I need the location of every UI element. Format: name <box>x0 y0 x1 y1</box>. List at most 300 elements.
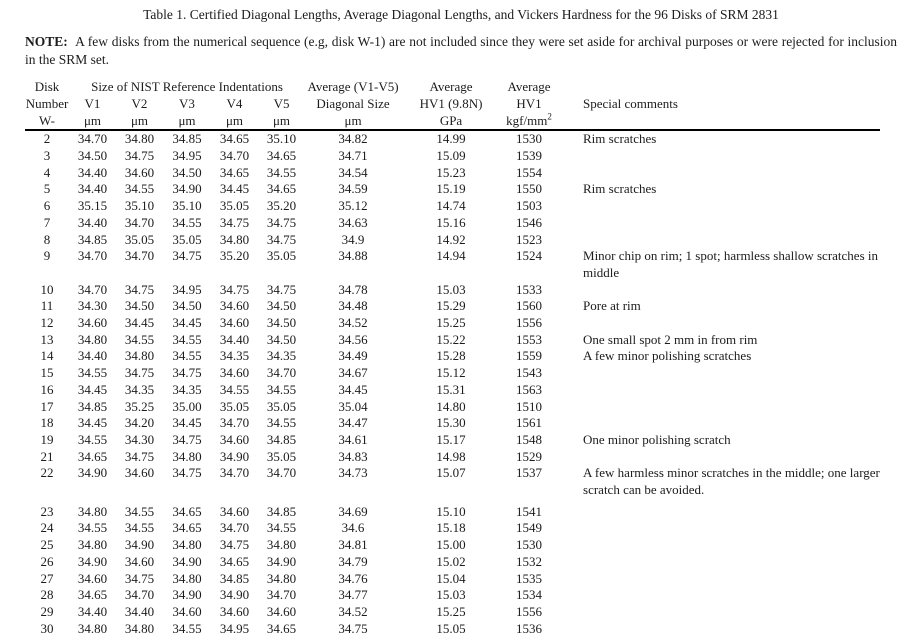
table-row <box>25 130 880 148</box>
disk-number-cell: 28 <box>40 587 54 603</box>
header-avg-gpa-l1: Average <box>429 79 473 95</box>
v2-cell: 34.55 <box>124 503 155 519</box>
average-diagonal-cell: 34.69 <box>338 503 368 519</box>
v2-cell: 34.75 <box>124 281 155 297</box>
table-row <box>25 465 880 498</box>
v2-cell: 34.75 <box>124 148 155 163</box>
special-comment-cell <box>557 449 880 466</box>
header-row-2 <box>25 96 880 113</box>
header-v5: V5 <box>273 95 290 111</box>
v1-cell: 35.15 <box>77 198 108 214</box>
v4-cell: 34.75 <box>219 281 250 297</box>
v2-cell: 34.40 <box>124 603 155 619</box>
header-disk-l1: Disk <box>34 79 60 95</box>
hv1-kgf-cell: 1534 <box>516 587 543 603</box>
hv1-gpa-cell: 15.28 <box>436 348 466 364</box>
disk-number-cell: 22 <box>40 465 54 481</box>
hv1-gpa-cell: 15.19 <box>436 181 466 197</box>
v2-cell: 34.80 <box>124 131 155 147</box>
v3-cell: 34.60 <box>172 603 202 619</box>
disk-number-cell: 12 <box>40 315 54 331</box>
v3-cell: 34.55 <box>172 620 202 636</box>
v3-cell: 34.75 <box>172 431 202 447</box>
average-diagonal-cell: 34.61 <box>338 431 368 447</box>
v2-cell: 34.55 <box>124 331 155 347</box>
v2-cell: 34.90 <box>124 537 155 553</box>
hv1-kgf-cell: 1561 <box>516 415 543 431</box>
average-diagonal-cell: 34.73 <box>338 465 368 481</box>
header-v2: V2 <box>131 95 148 111</box>
header-avg-gpa-unit: GPa <box>401 113 501 131</box>
hv1-kgf-cell: 1556 <box>516 603 543 619</box>
v1-cell: 34.80 <box>77 331 108 347</box>
special-comment-cell <box>557 571 880 588</box>
v4-cell: 34.90 <box>219 587 250 603</box>
disk-data-table <box>25 79 880 637</box>
hv1-kgf-cell: 1530 <box>516 537 543 553</box>
hv1-gpa-cell: 15.23 <box>436 164 466 180</box>
disk-number-cell: 18 <box>40 415 54 431</box>
special-comment-cell <box>557 165 880 182</box>
page-title: Table 1. Certified Diagonal Lengths, Average Diagonal Lengths, and Vickers Hardness for the 96 Disks of SRM 2831 <box>143 7 779 22</box>
v5-cell: 34.75 <box>266 281 297 297</box>
v5-cell: 34.70 <box>266 587 297 603</box>
v3-cell: 34.85 <box>172 131 202 147</box>
table-header <box>25 79 880 130</box>
v5-cell: 34.35 <box>266 348 297 364</box>
hv1-kgf-cell: 1539 <box>516 148 543 163</box>
v4-cell: 34.60 <box>219 298 250 314</box>
v4-cell: 34.75 <box>219 537 250 553</box>
v5-cell: 35.05 <box>266 248 297 264</box>
v3-cell: 34.35 <box>172 381 202 397</box>
v1-cell: 34.40 <box>77 603 108 619</box>
header-v5-unit: μm <box>258 113 305 131</box>
header-comments-l3 <box>557 113 880 131</box>
v3-cell: 34.75 <box>172 465 202 481</box>
header-disk-l2: Number <box>25 95 69 111</box>
v1-cell: 34.65 <box>77 587 108 603</box>
hv1-kgf-cell: 1530 <box>516 131 543 147</box>
hv1-kgf-cell: 1524 <box>516 248 543 264</box>
table-row <box>25 198 880 215</box>
v1-cell: 34.80 <box>77 537 108 553</box>
table-row <box>25 415 880 432</box>
v5-cell: 34.85 <box>266 431 297 447</box>
v5-cell: 34.65 <box>266 620 297 636</box>
v4-cell: 34.70 <box>219 415 250 431</box>
table-row <box>25 215 880 232</box>
average-diagonal-cell: 34.79 <box>338 553 368 569</box>
disk-number-cell: 21 <box>40 448 54 464</box>
table-row <box>25 382 880 399</box>
table-row <box>25 449 880 466</box>
v1-cell: 34.70 <box>77 281 108 297</box>
header-v3: V3 <box>179 95 195 111</box>
table-row <box>25 165 880 182</box>
table-row <box>25 520 880 537</box>
hv1-gpa-cell: 15.25 <box>436 603 466 619</box>
hv1-gpa-cell: 15.09 <box>436 148 466 163</box>
disk-number-cell: 8 <box>43 231 51 247</box>
special-comment-cell: Pore at rim <box>583 298 641 314</box>
v4-cell: 34.35 <box>219 348 250 364</box>
v2-cell: 34.30 <box>124 431 155 447</box>
note-text: A few disks from the numerical sequence (e.g, disk W-1) are not included since they were set aside for archival purposes or were rejected for inclusion in the SRM set. <box>25 34 897 67</box>
v1-cell: 34.90 <box>77 553 108 569</box>
v4-cell: 35.20 <box>219 248 250 264</box>
v1-cell: 34.55 <box>77 431 108 447</box>
hv1-gpa-cell: 14.94 <box>436 248 466 264</box>
v4-cell: 34.90 <box>219 448 250 464</box>
hv1-gpa-cell: 15.22 <box>436 331 466 347</box>
disk-number-cell: 5 <box>43 181 51 197</box>
special-comment-cell: A few minor polishing scratches <box>583 348 752 364</box>
hv1-kgf-cell: 1533 <box>516 281 543 297</box>
v5-cell: 34.75 <box>266 231 297 247</box>
average-diagonal-cell: 34.6 <box>341 520 365 536</box>
v4-cell: 35.05 <box>219 198 250 214</box>
special-comment-cell: Rim scratches <box>583 181 657 197</box>
v4-cell: 34.65 <box>219 164 250 180</box>
table-row <box>25 181 880 198</box>
table-row <box>25 282 880 299</box>
v2-cell: 34.55 <box>124 181 155 197</box>
hv1-kgf-cell: 1546 <box>516 214 543 230</box>
v5-cell: 34.85 <box>266 503 297 519</box>
v2-cell: 34.70 <box>124 587 155 603</box>
v5-cell: 34.50 <box>266 298 297 314</box>
v3-cell: 34.50 <box>172 164 202 180</box>
v2-cell: 34.60 <box>124 465 155 481</box>
special-comment-cell <box>557 537 880 554</box>
hv1-kgf-cell: 1503 <box>516 198 543 214</box>
v4-cell: 34.70 <box>219 465 250 481</box>
average-diagonal-cell: 34.47 <box>338 415 368 431</box>
header-v4-unit: μm <box>211 113 258 131</box>
v3-cell: 34.95 <box>172 281 202 297</box>
v5-cell: 34.65 <box>266 181 297 197</box>
header-disk-l3: W- <box>25 113 69 131</box>
average-diagonal-cell: 34.56 <box>338 331 368 347</box>
table-row <box>25 348 880 365</box>
table-row <box>25 554 880 571</box>
v4-cell: 34.70 <box>219 520 250 536</box>
average-diagonal-cell: 34.78 <box>338 281 368 297</box>
disk-number-cell: 24 <box>40 520 54 536</box>
disk-number-cell: 6 <box>43 198 51 214</box>
v2-cell: 34.80 <box>124 620 155 636</box>
header-avg-kgf-l2: HV1 <box>516 95 542 111</box>
hv1-gpa-cell: 15.18 <box>436 520 466 536</box>
table-row <box>25 571 880 588</box>
table-row <box>25 332 880 349</box>
table-row <box>25 537 880 554</box>
average-diagonal-cell: 34.9 <box>341 231 365 247</box>
average-diagonal-cell: 34.63 <box>338 214 368 230</box>
v5-cell: 34.50 <box>266 331 297 347</box>
v3-cell: 34.90 <box>172 553 202 569</box>
table-row <box>25 298 880 315</box>
special-comment-cell: Rim scratches <box>583 131 657 147</box>
header-v1-unit: μm <box>69 113 116 131</box>
disk-number-cell: 26 <box>40 553 54 569</box>
disk-number-cell: 7 <box>43 214 51 230</box>
average-diagonal-cell: 34.75 <box>338 620 368 636</box>
v3-cell: 34.90 <box>172 181 202 197</box>
header-avg-kgf-unit: kgf/$mm^2$ <box>501 113 557 131</box>
special-comment-cell: One minor polishing scratch <box>583 431 731 447</box>
v1-cell: 34.40 <box>77 348 108 364</box>
v1-cell: 34.80 <box>77 503 108 519</box>
hv1-kgf-cell: 1543 <box>516 365 543 381</box>
v3-cell: 35.05 <box>172 231 202 247</box>
v4-cell: 34.40 <box>219 331 250 347</box>
v2-cell: 34.70 <box>124 214 155 230</box>
disk-number-cell: 14 <box>40 348 54 364</box>
v2-cell: 34.75 <box>124 365 155 381</box>
hv1-gpa-cell: 15.10 <box>436 503 466 519</box>
hv1-kgf-cell: 1523 <box>516 231 543 247</box>
v3-cell: 34.45 <box>172 415 202 431</box>
special-comment-cell <box>557 399 880 416</box>
v4-cell: 34.45 <box>219 181 250 197</box>
hv1-kgf-cell: 1536 <box>516 620 543 636</box>
v2-cell: 34.75 <box>124 570 155 586</box>
hv1-gpa-cell: 15.00 <box>436 537 466 553</box>
v5-cell: 34.90 <box>266 553 297 569</box>
hv1-kgf-cell: 1556 <box>516 315 543 331</box>
v3-cell: 34.45 <box>172 315 202 331</box>
hv1-gpa-cell: 15.07 <box>436 465 466 481</box>
disk-number-cell: 23 <box>40 503 54 519</box>
v1-cell: 34.30 <box>77 298 108 314</box>
special-comment-cell: Minor chip on rim; 1 spot; harmless shallow scratches in middle <box>583 248 878 280</box>
average-diagonal-cell: 34.77 <box>338 587 368 603</box>
hv1-kgf-cell: 1554 <box>516 164 543 180</box>
special-comment-cell <box>557 148 880 165</box>
hv1-kgf-cell: 1532 <box>516 553 543 569</box>
v1-cell: 34.40 <box>77 181 108 197</box>
table-row <box>25 365 880 382</box>
hv1-gpa-cell: 15.16 <box>436 214 466 230</box>
v1-cell: 34.90 <box>77 465 108 481</box>
v2-cell: 35.05 <box>124 231 155 247</box>
disk-number-cell: 15 <box>40 365 54 381</box>
v2-cell: 34.70 <box>124 248 155 264</box>
v1-cell: 34.70 <box>77 248 108 264</box>
v4-cell: 34.60 <box>219 603 250 619</box>
header-comments-l1 <box>557 79 880 96</box>
v5-cell: 34.65 <box>266 148 297 163</box>
disk-number-cell: 13 <box>40 331 54 347</box>
v5-cell: 35.05 <box>266 448 297 464</box>
v5-cell: 34.55 <box>266 415 297 431</box>
special-comment-cell <box>557 587 880 604</box>
v3-cell: 34.55 <box>172 331 202 347</box>
hv1-gpa-cell: 14.80 <box>436 398 466 414</box>
disk-number-cell: 3 <box>43 148 51 163</box>
hv1-kgf-cell: 1563 <box>516 381 543 397</box>
v1-cell: 34.55 <box>77 520 108 536</box>
hv1-kgf-cell: 1550 <box>516 181 543 197</box>
hv1-gpa-cell: 14.74 <box>436 198 466 214</box>
table-row <box>25 315 880 332</box>
header-v2-unit: μm <box>116 113 163 131</box>
v2-cell: 34.45 <box>124 315 155 331</box>
v1-cell: 34.45 <box>77 381 108 397</box>
hv1-kgf-cell: 1548 <box>516 431 543 447</box>
v4-cell: 34.60 <box>219 503 250 519</box>
hv1-kgf-cell: 1537 <box>516 465 543 481</box>
v2-cell: 34.20 <box>124 415 155 431</box>
average-diagonal-cell: 34.71 <box>338 148 368 163</box>
special-comment-cell <box>557 554 880 571</box>
special-comment-cell <box>557 232 880 249</box>
v3-cell: 34.90 <box>172 587 202 603</box>
average-diagonal-cell: 34.48 <box>338 298 368 314</box>
v1-cell: 34.80 <box>77 620 108 636</box>
special-comment-cell <box>557 198 880 215</box>
disk-number-cell: 2 <box>43 131 51 147</box>
v4-cell: 34.70 <box>219 148 250 163</box>
header-v4: V4 <box>226 95 243 111</box>
average-diagonal-cell: 34.52 <box>338 603 368 619</box>
disk-number-cell: 30 <box>40 620 54 636</box>
v3-cell: 34.55 <box>172 348 202 364</box>
header-v3-unit: μm <box>163 113 211 131</box>
average-diagonal-cell: 34.54 <box>338 164 368 180</box>
hv1-gpa-cell: 14.98 <box>436 448 466 464</box>
disk-number-cell: 25 <box>40 537 54 553</box>
hv1-kgf-cell: 1535 <box>516 570 543 586</box>
v4-cell: 34.95 <box>219 620 250 636</box>
table-row <box>25 587 880 604</box>
header-row-1 <box>25 79 880 96</box>
header-special-comments: Special comments <box>583 95 678 111</box>
v3-cell: 34.75 <box>172 365 202 381</box>
table-row <box>25 432 880 449</box>
v2-cell: 34.75 <box>124 448 155 464</box>
v4-cell: 34.60 <box>219 315 250 331</box>
average-diagonal-cell: 35.04 <box>338 398 368 414</box>
special-comment-cell <box>557 365 880 382</box>
v3-cell: 34.80 <box>172 448 202 464</box>
hv1-gpa-cell: 15.29 <box>436 298 466 314</box>
v5-cell: 34.60 <box>266 603 297 619</box>
v4-cell: 34.80 <box>219 231 250 247</box>
disk-number-cell: 9 <box>43 248 51 264</box>
v3-cell: 34.75 <box>172 248 202 264</box>
v3-cell: 34.65 <box>172 503 202 519</box>
v1-cell: 34.50 <box>77 148 108 163</box>
average-diagonal-cell: 34.45 <box>338 381 368 397</box>
v1-cell: 34.40 <box>77 164 108 180</box>
hv1-gpa-cell: 15.30 <box>436 415 466 431</box>
v5-cell: 34.80 <box>266 570 297 586</box>
header-avg-diagonal-l1: Average (V1-V5) <box>307 79 399 95</box>
disk-number-cell: 11 <box>40 298 54 314</box>
v4-cell: 34.55 <box>219 381 250 397</box>
header-avg-diagonal-unit: μm <box>305 113 401 131</box>
v1-cell: 34.60 <box>77 570 108 586</box>
v5-cell: 34.70 <box>266 465 297 481</box>
hv1-gpa-cell: 15.12 <box>436 365 466 381</box>
average-diagonal-cell: 34.81 <box>338 537 368 553</box>
v5-cell: 34.55 <box>266 381 297 397</box>
v4-cell: 34.65 <box>219 131 250 147</box>
special-comment-cell <box>557 621 880 637</box>
note-paragraph <box>25 33 897 68</box>
hv1-gpa-cell: 15.05 <box>436 620 466 636</box>
hv1-kgf-cell: 1553 <box>516 331 543 347</box>
v5-cell: 35.05 <box>266 398 297 414</box>
v1-cell: 34.45 <box>77 415 108 431</box>
v5-cell: 34.75 <box>266 214 297 230</box>
special-comment-cell <box>557 315 880 332</box>
v2-cell: 34.50 <box>124 298 155 314</box>
v2-cell: 34.60 <box>124 164 155 180</box>
disk-number-cell: 10 <box>40 281 54 297</box>
table-row <box>25 621 880 637</box>
table-row <box>25 248 880 281</box>
v3-cell: 34.80 <box>172 570 202 586</box>
v1-cell: 34.85 <box>77 398 108 414</box>
v3-cell: 34.55 <box>172 214 202 230</box>
hv1-kgf-cell: 1541 <box>516 503 543 519</box>
v1-cell: 34.85 <box>77 231 108 247</box>
v5-cell: 35.10 <box>266 131 297 147</box>
v4-cell: 34.75 <box>219 214 250 230</box>
hv1-gpa-cell: 15.17 <box>436 431 466 447</box>
v1-cell: 34.65 <box>77 448 108 464</box>
v3-cell: 35.00 <box>172 398 202 414</box>
header-avg-kgf-l1: Average <box>507 79 551 95</box>
average-diagonal-cell: 34.59 <box>338 181 368 197</box>
v3-cell: 34.80 <box>172 537 202 553</box>
v4-cell: 34.60 <box>219 431 250 447</box>
hv1-gpa-cell: 15.03 <box>436 281 466 297</box>
special-comment-cell <box>557 282 880 299</box>
hv1-gpa-cell: 15.25 <box>436 315 466 331</box>
special-comment-cell: One small spot 2 mm in from rim <box>583 331 758 347</box>
v1-cell: 34.40 <box>77 214 108 230</box>
hv1-gpa-cell: 15.03 <box>436 587 466 603</box>
v5-cell: 34.55 <box>266 164 297 180</box>
disk-number-cell: 19 <box>40 431 54 447</box>
average-diagonal-cell: 35.12 <box>338 198 368 214</box>
average-diagonal-cell: 34.88 <box>338 248 368 264</box>
average-diagonal-cell: 34.67 <box>338 365 368 381</box>
v5-cell: 34.50 <box>266 315 297 331</box>
table-row <box>25 399 880 416</box>
special-comment-cell <box>557 499 880 521</box>
hv1-kgf-cell: 1559 <box>516 348 543 364</box>
disk-number-cell: 16 <box>40 381 54 397</box>
special-comment-cell <box>557 604 880 621</box>
special-comment-cell <box>557 415 880 432</box>
note-label: NOTE: <box>25 34 68 49</box>
average-diagonal-cell: 34.83 <box>338 448 368 464</box>
table-row <box>25 232 880 249</box>
v4-cell: 34.60 <box>219 365 250 381</box>
v1-cell: 34.55 <box>77 365 108 381</box>
table-row <box>25 148 880 165</box>
hv1-gpa-cell: 14.99 <box>436 131 466 147</box>
special-comment-cell <box>557 382 880 399</box>
average-diagonal-cell: 34.49 <box>338 348 368 364</box>
v3-cell: 34.95 <box>172 148 202 163</box>
